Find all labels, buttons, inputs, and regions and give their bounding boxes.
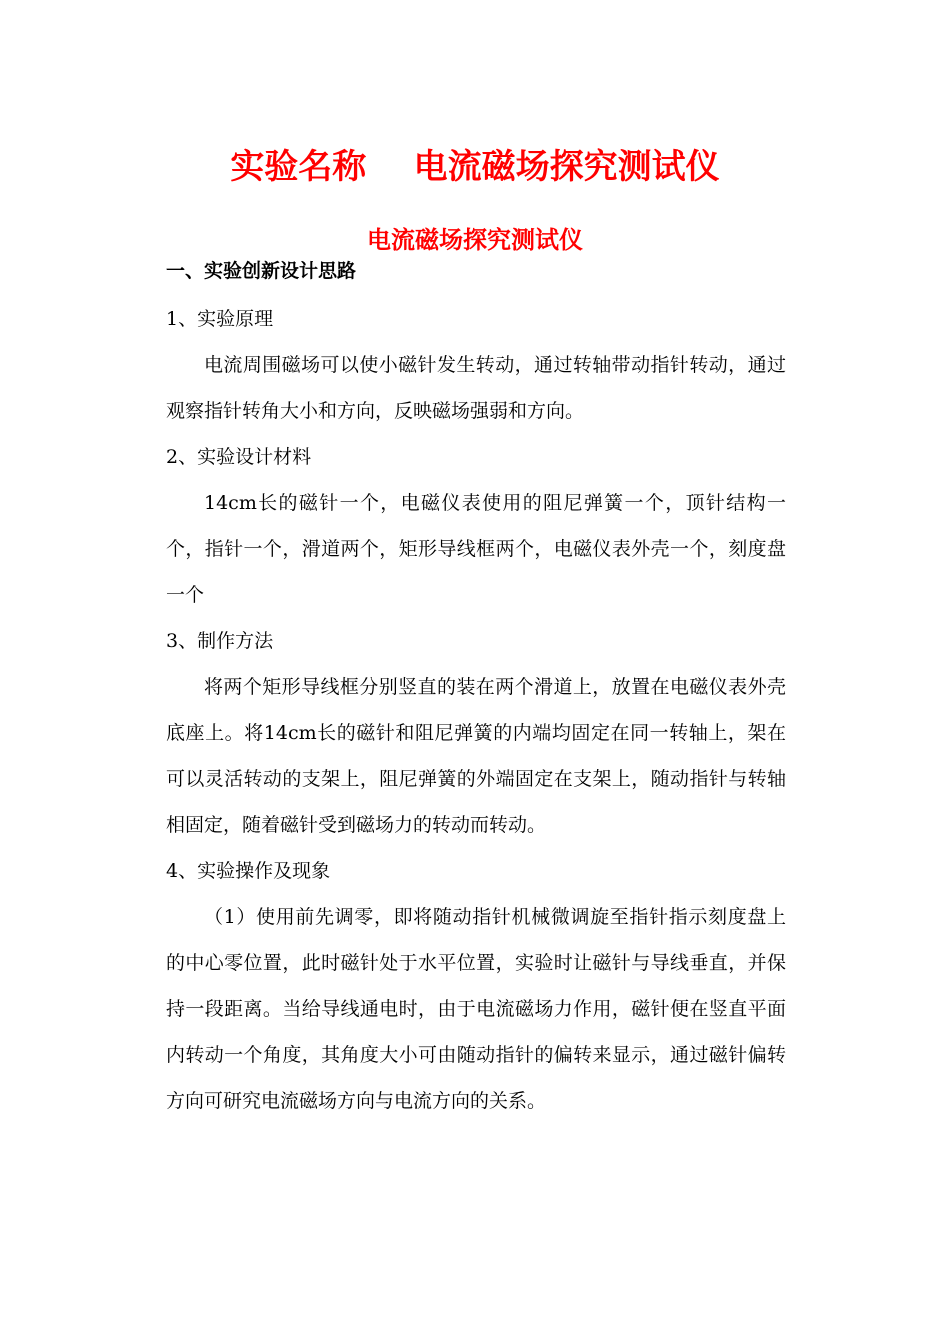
section-heading: 一、实验创新设计思路: [166, 260, 357, 282]
document-body: [166, 254, 786, 1124]
subsection-heading-materials: 2、实验设计材料: [166, 446, 312, 468]
paragraph-principle: 电流周围磁场可以使小磁针发生转动，通过转轴带动指针转动，通过观察指针转角大小和方向，反映磁场强弱和方向。: [166, 354, 786, 422]
document-title: 实验名称 电流磁场探究测试仪: [230, 147, 720, 187]
paragraph-method: 将两个矩形导线框分别竖直的装在两个滑道上，放置在电磁仪表外壳底座上。将14cm长的磁针和阻尼弹簧的内端均固定在同一转轴上，架在可以灵活转动的支架上，阻尼弹簧的外端固定在支架上，随动指针与转轴相固定，随着磁针受到磁场力的转动而转动。: [166, 676, 786, 836]
paragraph-materials: 14cm长的磁针一个，电磁仪表使用的阻尼弹簧一个，顶针结构一个，指针一个，滑道两个，矩形导线框两个，电磁仪表外壳一个，刻度盘一个: [166, 492, 786, 606]
document-subtitle: 电流磁场探究测试仪: [367, 225, 583, 254]
paragraph-operation: （1）使用前先调零，即将随动指针机械微调旋至指针指示刻度盘上的中心零位置，此时磁针处于水平位置，实验时让磁针与导线垂直，并保持一段距离。当给导线通电时，由于电流磁场力作用，磁针便在竖直平面内转动一个角度，其角度大小可由随动指针的偏转来显示，通过磁针偏转方向可研究电流磁场方向与电流方向的关系。: [166, 906, 786, 1112]
subsection-heading-operation: 4、实验操作及现象: [166, 860, 331, 882]
subsection-heading-method: 3、制作方法: [166, 630, 274, 652]
subsection-heading-principle: 1、实验原理: [166, 308, 274, 330]
